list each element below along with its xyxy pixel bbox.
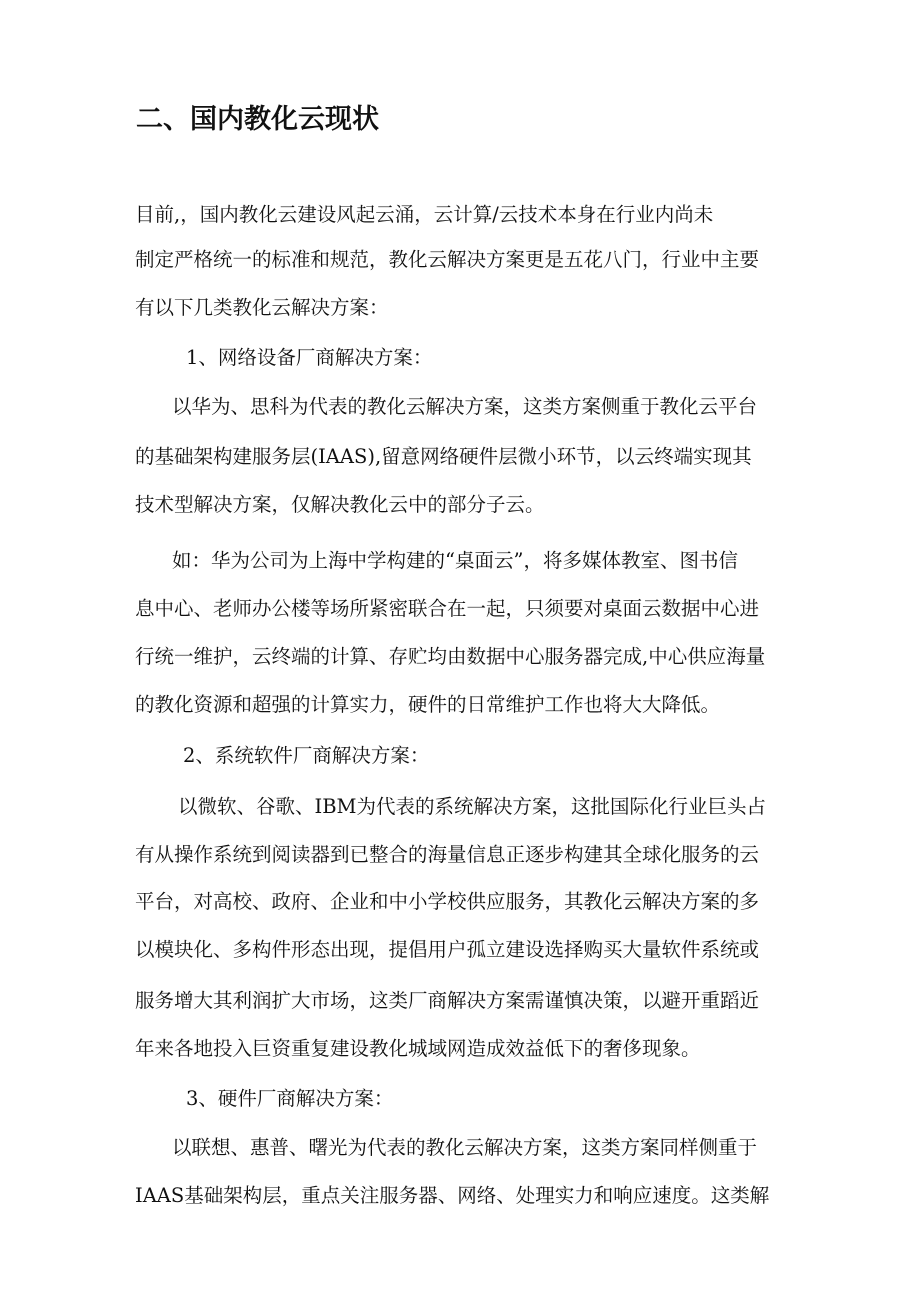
- item1-para1-line-2: 的基础架构建服务层(IAAS),留意网络硬件层微小环节，以云终端实现其: [135, 445, 752, 468]
- item3-heading: 3、硬件厂商解决方案：: [186, 1087, 394, 1110]
- item1-para2-line-4: 的教化资源和超强的计算实力，硬件的日常维护工作也将大大降低。: [135, 693, 721, 716]
- item3-para-line-1: 以联想、惠普、曙光为代表的教化云解决方案，这类方案同样侧重于: [172, 1136, 758, 1159]
- item1-para2-line-1: 如：华为公司为上海中学构建的“桌面云”，将多媒体教室、图书信: [172, 549, 738, 572]
- item2-para-line-2: 有从操作系统到阅读器到已整合的海量信息正逐步构建其全球化服务的云: [135, 843, 760, 866]
- item1-para1-line-1: 以华为、思科为代表的教化云解决方案，这类方案侧重于教化云平台: [172, 395, 758, 418]
- intro-line-2: 制定严格统一的标准和规范，教化云解决方案更是五花八门，行业中主要: [135, 248, 760, 271]
- item2-para-line-4: 以模块化、多构件形态出现，提倡用户孤立建设选择购买大量软件系统或: [135, 938, 760, 961]
- section-title: 二、国内教化云现状: [136, 104, 379, 135]
- item2-para-line-5: 服务增大其利润扩大市场，这类厂商解决方案需谨慎决策，以避开重蹈近: [135, 989, 760, 1012]
- item2-para-line-3: 平台，对高校、政府、企业和中小学校供应服务，其教化云解决方案的多: [135, 890, 760, 913]
- item3-para-line-2: IAAS基础架构层，重点关注服务器、网络、处理实力和响应速度。这类解: [135, 1184, 770, 1207]
- item1-para2-line-3: 行统一维护，云终端的计算、存贮均由数据中心服务器完成,中心供应海量: [135, 645, 766, 668]
- item2-para-line-6: 年来各地投入巨资重复建设教化城域网造成效益低下的奢侈现象。: [135, 1037, 701, 1060]
- item2-heading: 2、系统软件厂商解决方案：: [183, 744, 430, 767]
- item1-heading: 1、网络设备厂商解决方案：: [186, 346, 433, 369]
- intro-line-1: 目前,，国内教化云建设风起云涌，云计算/云技术本身在行业内尚未: [135, 203, 714, 226]
- item2-para-line-1: 以微软、谷歌、IBM为代表的系统解决方案，这批国际化行业巨头占: [178, 795, 766, 818]
- intro-line-3: 有以下几类教化云解决方案：: [135, 296, 389, 319]
- item1-para2-line-2: 息中心、老师办公楼等场所紧密联合在一起，只须要对桌面云数据中心进: [135, 597, 760, 620]
- item1-para1-line-3: 技术型解决方案，仅解决教化云中的部分子云。: [135, 493, 545, 516]
